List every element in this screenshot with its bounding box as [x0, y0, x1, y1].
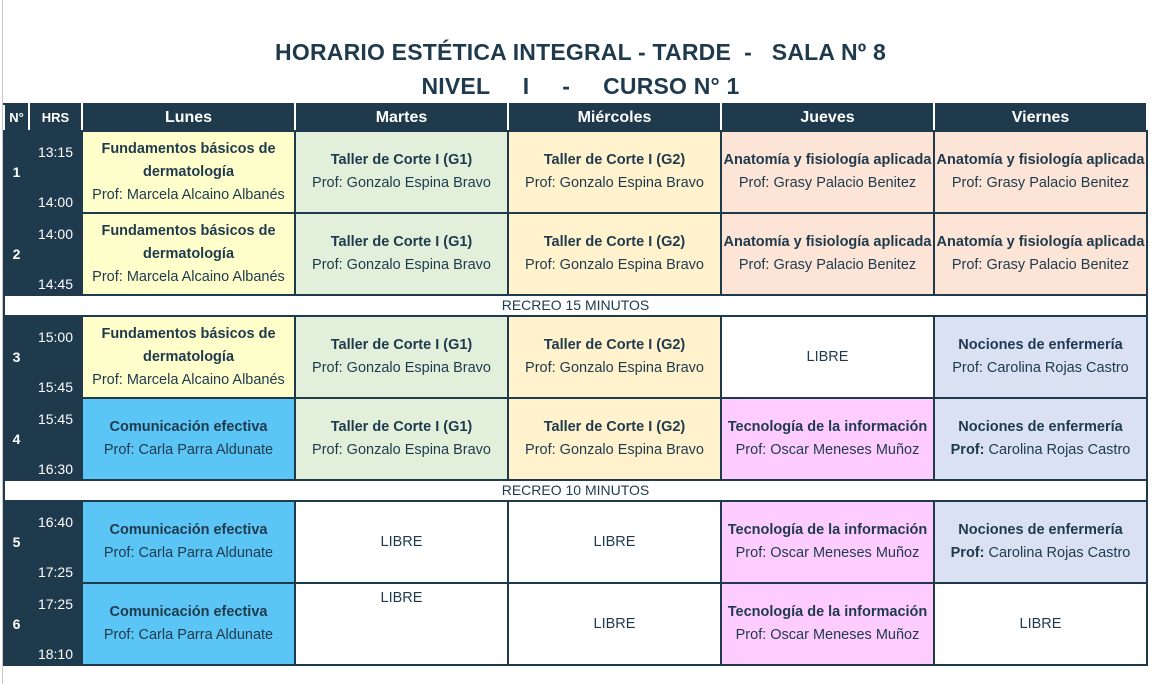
- professor: Prof: Gonzalo Espina Bravo: [525, 257, 704, 273]
- professor: Prof: Oscar Meneses Muñoz: [735, 627, 920, 643]
- professor: [935, 542, 1146, 565]
- header-day-martes: Martes: [295, 104, 508, 131]
- class-cell: [934, 398, 1147, 480]
- professor: Prof: Gonzalo Espina Bravo: [312, 360, 491, 376]
- class-cell: [934, 501, 1147, 583]
- class-cell: [82, 501, 295, 583]
- subject: Taller de Corte I (G2): [543, 152, 686, 168]
- break-row: [4, 480, 1147, 501]
- header-day-jueves: Jueves: [721, 104, 934, 131]
- break-label: RECREO 15 MINUTOS: [4, 295, 1147, 316]
- free-cell: LIBRE: [295, 583, 508, 665]
- professor: Prof: Gonzalo Espina Bravo: [312, 442, 491, 458]
- subject: Fundamentos básicos de dermatología: [101, 222, 276, 262]
- professor: Prof: Gonzalo Espina Bravo: [312, 175, 491, 191]
- class-cell: [934, 316, 1147, 398]
- class-cell: [721, 131, 934, 213]
- class-cell: [721, 213, 934, 295]
- end-time: 17:25: [29, 542, 82, 583]
- subject: Fundamentos básicos de dermatología: [101, 325, 276, 365]
- start-time: 16:40: [29, 501, 82, 542]
- header-day-viernes: Viernes: [934, 104, 1147, 131]
- subject: Taller de Corte I (G2): [543, 234, 686, 250]
- professor-label: Prof:: [950, 442, 985, 458]
- class-cell: [721, 501, 934, 583]
- class-cell: [721, 583, 934, 665]
- subject: Nociones de enfermería: [958, 337, 1123, 353]
- class-cell: [295, 131, 508, 213]
- subject: Taller de Corte I (G2): [543, 337, 686, 353]
- professor: Prof: Marcela Alcaino Albanés: [92, 186, 285, 203]
- free-cell: LIBRE: [721, 316, 934, 398]
- subject: Taller de Corte I (G1): [330, 337, 473, 353]
- header-hrs: HRS: [29, 104, 82, 131]
- header-day-lunes: Lunes: [82, 104, 295, 131]
- class-cell: [934, 131, 1147, 213]
- end-time: 16:30: [29, 439, 82, 480]
- subject: Tecnología de la información: [727, 522, 928, 538]
- end-time: 15:45: [29, 357, 82, 398]
- block-number: 2: [4, 213, 29, 295]
- start-time: 13:15: [29, 131, 82, 172]
- free-cell: LIBRE: [295, 501, 508, 583]
- professor: Prof: Marcela Alcaino Albanés: [92, 268, 285, 285]
- subject: Comunicación efectiva: [109, 419, 268, 435]
- professor: Prof: Oscar Meneses Muñoz: [735, 545, 920, 561]
- class-cell: [295, 213, 508, 295]
- subject: Anatomía y fisiología aplicada: [723, 234, 932, 250]
- professor: Prof: Carolina Rojas Castro: [952, 360, 1129, 376]
- subject: Taller de Corte I (G2): [543, 419, 686, 435]
- professor-name: Carolina Rojas Castro: [988, 442, 1131, 458]
- professor: Prof: Gonzalo Espina Bravo: [525, 442, 704, 458]
- end-time: 14:45: [29, 254, 82, 295]
- start-time: 14:00: [29, 213, 82, 254]
- subject: Taller de Corte I (G1): [330, 152, 473, 168]
- class-cell: [82, 583, 295, 665]
- subject: Anatomía y fisiología aplicada: [936, 234, 1145, 250]
- subject: Fundamentos básicos de dermatología: [101, 140, 276, 180]
- subject: Anatomía y fisiología aplicada: [723, 152, 932, 168]
- professor: Prof: Carla Parra Aldunate: [103, 545, 274, 561]
- class-cell: [82, 316, 295, 398]
- class-cell: [934, 213, 1147, 295]
- free-cell: LIBRE: [934, 583, 1147, 665]
- class-cell: [295, 316, 508, 398]
- professor: Prof: Gonzalo Espina Bravo: [525, 175, 704, 191]
- block-number: 4: [4, 398, 29, 480]
- free-cell: LIBRE: [508, 501, 721, 583]
- professor: Prof: Oscar Meneses Muñoz: [735, 442, 920, 458]
- schedule-table: [3, 103, 1148, 666]
- end-time: 18:10: [29, 624, 82, 665]
- block-number: 6: [4, 583, 29, 665]
- class-cell: [82, 213, 295, 295]
- professor: Prof: Marcela Alcaino Albanés: [92, 371, 285, 388]
- break-label: RECREO 10 MINUTOS: [4, 480, 1147, 501]
- class-cell: [82, 398, 295, 480]
- professor: Prof: Grasy Palacio Benitez: [951, 175, 1130, 191]
- schedule-title: HORARIO ESTÉTICA INTEGRAL - TARDE - SALA Nº 8: [275, 39, 886, 65]
- professor: [935, 439, 1146, 462]
- class-cell: [508, 316, 721, 398]
- start-time: 17:25: [29, 583, 82, 624]
- professor: Prof: Gonzalo Espina Bravo: [525, 360, 704, 376]
- header-num: N°: [4, 104, 29, 131]
- professor: Prof: Grasy Palacio Benitez: [738, 175, 917, 191]
- professor: Prof: Grasy Palacio Benitez: [738, 257, 917, 273]
- end-time: 14:00: [29, 172, 82, 213]
- subject: Comunicación efectiva: [109, 604, 268, 620]
- start-time: 15:00: [29, 316, 82, 357]
- professor: Prof: Carla Parra Aldunate: [103, 627, 274, 643]
- header-day-miercoles: Miércoles: [508, 104, 721, 131]
- professor-label: Prof:: [950, 545, 985, 561]
- class-cell: [82, 131, 295, 213]
- class-cell: [508, 131, 721, 213]
- table-row: [4, 213, 1147, 254]
- subject: Nociones de enfermería: [958, 419, 1123, 435]
- class-cell: [508, 213, 721, 295]
- subject: Tecnología de la información: [727, 604, 928, 620]
- subject: Taller de Corte I (G1): [330, 234, 473, 250]
- subject: Nociones de enfermería: [958, 522, 1123, 538]
- professor: Prof: Grasy Palacio Benitez: [951, 257, 1130, 273]
- professor: Prof: Gonzalo Espina Bravo: [312, 257, 491, 273]
- header-row: [4, 104, 1147, 131]
- schedule-subtitle: NIVEL I - CURSO N° 1: [421, 73, 740, 99]
- table-row: [4, 398, 1147, 439]
- professor-name: Carolina Rojas Castro: [988, 545, 1131, 561]
- subject: Anatomía y fisiología aplicada: [936, 152, 1145, 168]
- class-cell: [508, 398, 721, 480]
- table-row: [4, 316, 1147, 357]
- subject: Comunicación efectiva: [109, 522, 268, 538]
- subject: Tecnología de la información: [727, 419, 928, 435]
- free-cell: LIBRE: [508, 583, 721, 665]
- table-row: [4, 131, 1147, 172]
- block-number: 3: [4, 316, 29, 398]
- subject: Taller de Corte I (G1): [330, 419, 473, 435]
- break-row: [4, 295, 1147, 316]
- table-row: [4, 501, 1147, 542]
- table-row: [4, 583, 1147, 624]
- class-cell: [295, 398, 508, 480]
- block-number: 5: [4, 501, 29, 583]
- start-time: 15:45: [29, 398, 82, 439]
- class-cell: [721, 398, 934, 480]
- block-number: 1: [4, 131, 29, 213]
- professor: Prof: Carla Parra Aldunate: [103, 442, 274, 458]
